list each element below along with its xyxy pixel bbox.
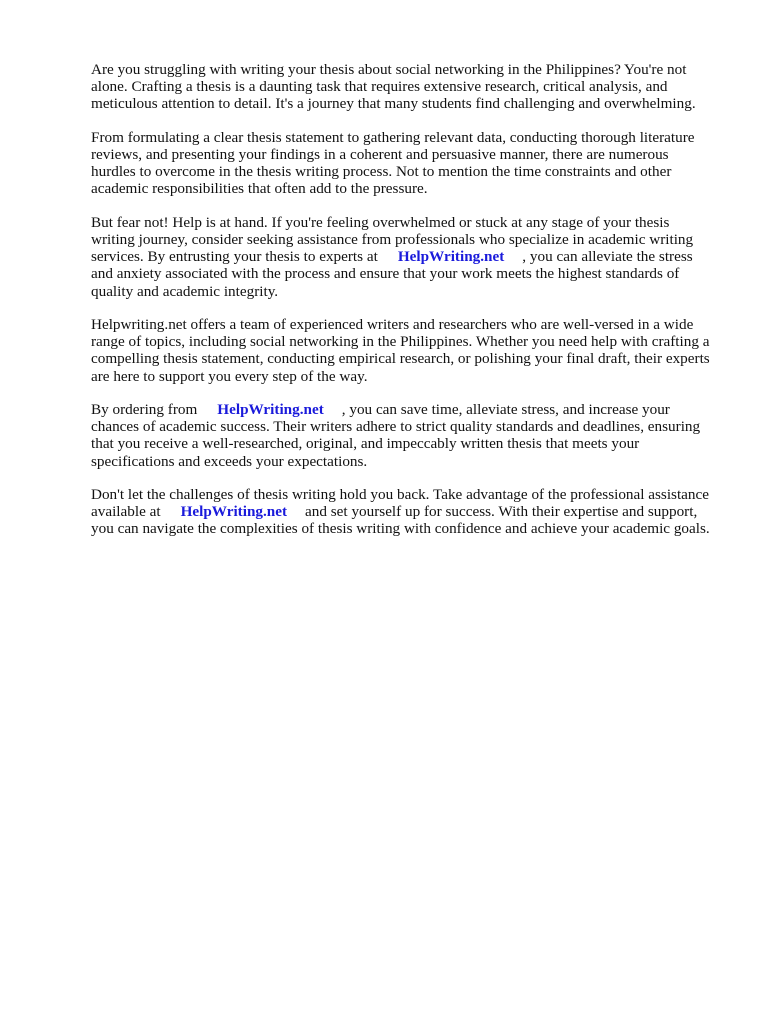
paragraph-help-text-after: , you can alleviate the stress and anxiety associated with the process and ensure that your work meets the highest standards of quality and academic integrity.	[91, 248, 693, 300]
helpwriting-link[interactable]: HelpWriting.net	[180, 503, 288, 521]
document-body	[91, 61, 713, 554]
paragraph-closing-text-before: Don't let the challenges of thesis writing hold you back. Take advantage of the professional assistance available at	[91, 486, 709, 521]
paragraph-challenges: From formulating a clear thesis statement to gathering relevant data, conducting thorough literature reviews, and presenting your findings in a coherent and persuasive manner, there are numerous hurdles to overcome in the thesis writing process. Not to mention the time constraints and other academic responsibilities that often add to the pressure.	[91, 128, 695, 198]
helpwriting-link[interactable]: HelpWriting.net	[397, 248, 505, 266]
helpwriting-link[interactable]: HelpWriting.net	[217, 401, 324, 418]
paragraph-help-text-before: But fear not! Help is at hand. If you're feeling overwhelmed or stuck at any stage of your thesis writing journey, consider seeking assistance from professionals who specialize in academic writing services. By entrusting your thesis to experts at	[91, 213, 694, 266]
paragraph-ordering-text-after: , you can save time, alleviate stress, and increase your chances of academic success. Their writers adhere to strict quality standards and deadlines, ensuring that you receive a well-researched, original, and impeccably written thesis that meets your specifications and exceeds your expectations.	[91, 401, 701, 470]
paragraph-ordering	[91, 401, 713, 470]
paragraph-offer: Helpwriting.net offers a team of experienced writers and researchers who are well-versed in a wide range of topics, including social networking in the Philippines. Whether you need help with crafting a compelling thesis statement, conducting empirical research, or polishing your final draft, their experts are here to support you every step of the way.	[91, 316, 710, 385]
paragraph-intro: Are you struggling with writing your thesis about social networking in the Philippines? You're not alone. Crafting a thesis is a daunting task that requires extensive research, critical analysis, and meticulous attention to detail. It's a journey that many students find challenging and overwhelming.	[91, 61, 696, 113]
paragraph-closing-text-after: and set yourself up for success. With their expertise and support, you can navigate the complexities of thesis writing with confidence and achieve your academic goals.	[91, 503, 710, 538]
paragraph-ordering-text-before: By ordering from	[91, 401, 198, 418]
paragraph-help	[91, 214, 713, 300]
paragraph-closing	[91, 486, 713, 538]
